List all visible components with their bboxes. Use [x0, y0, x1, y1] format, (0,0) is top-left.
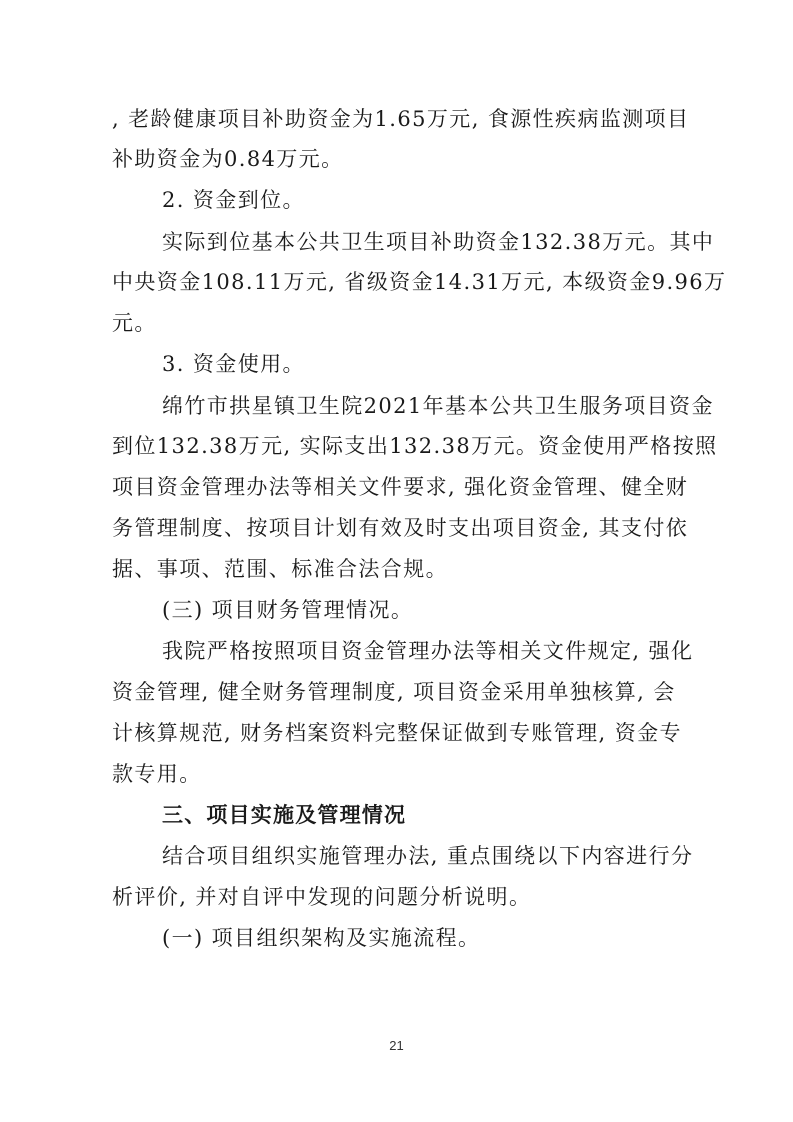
text-line-20: 析评价, 并对自评中发现的问题分析说明。 [112, 885, 532, 909]
text-line-17: 款专用。 [112, 762, 202, 786]
subsection-heading-3: (三) 项目财务管理情况。 [162, 598, 414, 622]
text-line-10: 项目资金管理办法等相关文件要求, 强化资金管理、健全财 [112, 475, 689, 499]
text-line-16: 计核算规范, 财务档案资料完整保证做到专账管理, 资金专 [112, 721, 682, 745]
section-item-3: 3. 资金使用。 [162, 352, 305, 376]
text-line-6: 元。 [112, 311, 157, 335]
text-line-19: 结合项目组织实施管理办法, 重点围绕以下内容进行分 [162, 844, 694, 868]
page-number: 21 [389, 1038, 404, 1053]
subsection-heading-1: (一) 项目组织架构及实施流程。 [162, 926, 481, 950]
text-line-5: 中央资金108.11万元, 省级资金14.31万元, 本级资金9.96万 [112, 270, 727, 294]
text-line-12: 据、事项、范围、标准合法合规。 [112, 557, 448, 581]
text-line-2: 补助资金为0.84万元。 [112, 147, 344, 171]
text-line-14: 我院严格按照项目资金管理办法等相关文件规定, 强化 [162, 639, 694, 663]
text-line-11: 务管理制度、按项目计划有效及时支出项目资金, 其支付依 [112, 516, 689, 540]
text-line-9: 到位132.38万元, 实际支出132.38万元。资金使用严格按照 [112, 434, 718, 458]
section-heading: 三、项目实施及管理情况 [162, 803, 407, 827]
text-line-4: 实际到位基本公共卫生项目补助资金132.38万元。其中 [162, 230, 715, 254]
text-line-8: 绵竹市拱星镇卫生院2021年基本公共卫生服务项目资金 [162, 394, 714, 418]
text-line-1: , 老龄健康项目补助资金为1.65万元, 食源性疾病监测项目 [112, 107, 690, 131]
section-item-2: 2. 资金到位。 [162, 188, 305, 212]
text-line-15: 资金管理, 健全财务管理制度, 项目资金采用单独核算, 会 [112, 680, 676, 704]
